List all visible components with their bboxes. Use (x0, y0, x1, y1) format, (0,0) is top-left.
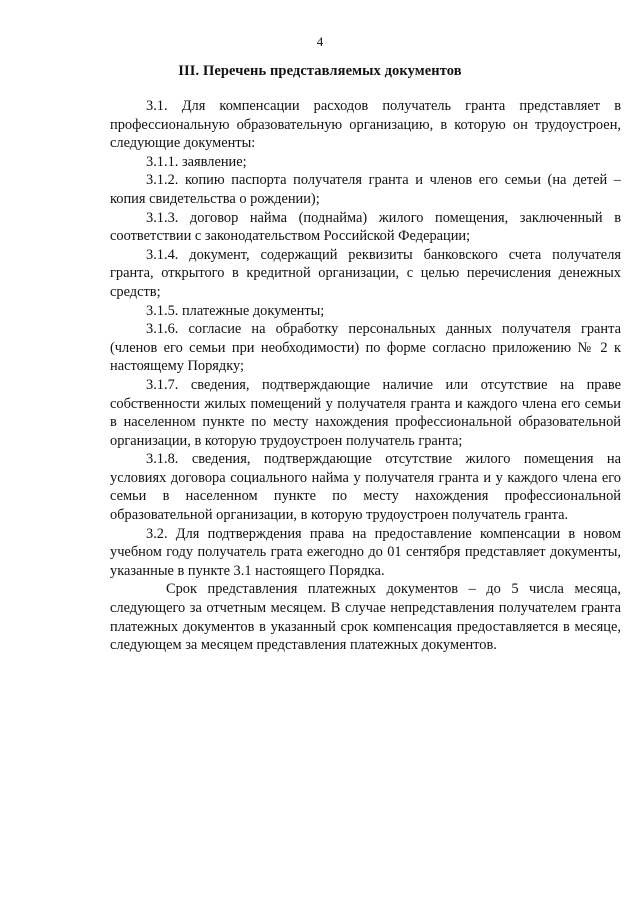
item-3-1-4: 3.1.4. документ, содержащий реквизиты банковского счета получателя гранта, открытого в кредитной организации, с целью перечисления денежных средств; (110, 246, 621, 300)
item-3-1-8: 3.1.8. сведения, подтверждающие отсутствие жилого помещения на условиях договора социального найма у получателя гранта и у каждого члена его семьи в населенном пункте по месту нахождения профессиональной образовательной организации, в которую трудоустроен получатель гранта. (110, 451, 621, 524)
item-3-1-1: 3.1.1. заявление; (146, 153, 247, 170)
item-3-1-2: 3.1.2. копию паспорта получателя гранта и членов его семьи (на детей – копия свидетельства о рождении); (110, 172, 621, 207)
item-3-1-6: 3.1.6. согласие на обработку персональных данных получателя гранта (членов его семьи при необходимости) по форме согласно приложению № 2 к настоящему Порядку; (110, 321, 621, 375)
item-3-1-7: 3.1.7. сведения, подтверждающие наличие или отсутствие на праве собственности жилых помещений у получателя гранта и каждого члена его семьи в населенном пункте по месту нахождения профессиональной образовательной организации, в которую трудоустроен получатель гранта; (110, 376, 621, 449)
item-3-1-3: 3.1.3. договор найма (поднайма) жилого помещения, заключенный в соответствии с законодательством Российской Федерации; (110, 209, 621, 245)
document-body (110, 97, 621, 655)
item-3-1-5: 3.1.5. платежные документы; (146, 302, 325, 319)
page-number: 4 (316, 34, 324, 49)
paragraph-3-1: 3.1. Для компенсации расходов получатель гранта представляет в профессиональную образовательную организацию, в которую он трудоустроен, следующие документы: (110, 98, 621, 152)
paragraph-3-2: 3.2. Для подтверждения права на предоставление компенсации в новом учебном году получатель грата ежегодно до 01 сентября представляет документы, указанные в пункте 3.1 настоящего Порядка. (110, 525, 621, 579)
paragraph-payment-deadline: Срок представления платежных документов – до 5 числа месяца, следующего за отчетным месяцем. В случае непредставления получателем гранта платежных документов в указанный срок компенсация предоставляется в месяце, следующем за месяцем представления платежных документов. (110, 581, 621, 654)
section-title: III. Перечень представляемых документов (178, 63, 462, 79)
